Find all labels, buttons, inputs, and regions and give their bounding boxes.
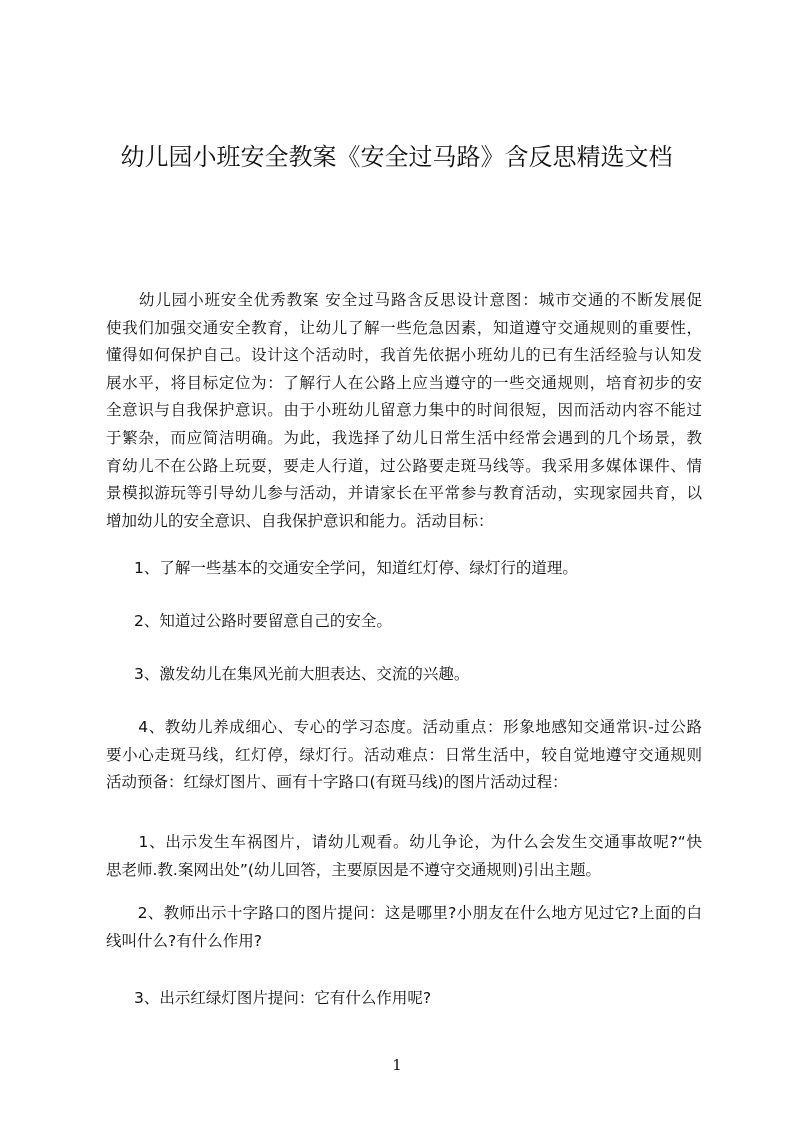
text-line: 使我们加强交通安全教育，让幼儿了解一些危急因素，知道遵守交通规则的重要性， (106, 318, 702, 337)
text-line: 4、教幼儿养成细心、专心的学习态度。活动重点：形象地感知交通常识-过公路 (106, 718, 702, 736)
paragraph-goal-2 (134, 608, 392, 636)
text-line: 展水平，将目标定位为：了解行人在公路上应当遵守的一些交通规则，培育初步的安 (106, 373, 702, 392)
paragraph-goal-4 (106, 714, 702, 797)
page-number: 1 (392, 1056, 402, 1074)
text-line: 2、教师出示十字路口的图片提问：这是哪里?小朋友在什么地方见过它?上面的白 (106, 904, 702, 922)
paragraph-goal-3 (134, 661, 469, 689)
text-line: 育幼儿不在公路上玩耍，要走人行道，过公路要走斑马线等。我采用多媒体课件、情 (106, 456, 702, 475)
text-line: 景模拟游玩等引导幼儿参与活动，并请家长在平常参与教育活动，实现家园共育，以 (106, 484, 702, 503)
paragraph-step-2 (106, 900, 702, 955)
paragraph-step-3 (134, 985, 431, 1013)
paragraph-design-intent (106, 287, 702, 535)
text-line: 要小心走斑马线，红灯停，绿灯行。活动难点：日常生活中，较自觉地遵守交通规则 (106, 745, 702, 764)
text-line: 活动预备：红绿灯图片、画有十字路口(有斑马线)的图片活动过程： (106, 773, 568, 792)
text-line: 2、知道过公路时要留意自己的安全。 (134, 612, 392, 630)
text-line: 1、出示发生车祸图片，请幼儿观看。幼儿争论，为什么会发生交通事故呢?“快 (106, 833, 702, 851)
text-line: 3、激发幼儿在集风光前大胆表达、交流的兴趣。 (134, 665, 470, 683)
text-line: 于繁杂，而应简洁明确。为此，我选择了幼儿日常生活中经常会遇到的几个场景，教 (106, 428, 702, 447)
text-line: 幼儿园小班安全优秀教案 安全过马路含反思设计意图：城市交通的不断发展促 (106, 291, 702, 309)
text-line: 增加幼儿的安全意识、自我保护意识和能力。活动目标： (106, 511, 494, 530)
paragraph-goal-1 (134, 555, 578, 583)
document-title: 幼儿园小班安全教案《安全过马路》含反思精选文档 (120, 143, 673, 171)
text-line: 懂得如何保护自己。设计这个活动时，我首先依据小班幼儿的已有生活经验与认知发 (106, 346, 702, 365)
text-line: 1、了解一些基本的交通安全学问，知道红灯停、绿灯行的道理。 (134, 559, 578, 577)
text-line: 3、出示红绿灯图片提问：它有什么作用呢? (134, 989, 432, 1007)
text-line: 思老师.教.案网出处”(幼儿回答，主要原因是不遵守交通规则)引出主题。 (106, 860, 601, 879)
paragraph-step-1 (106, 829, 702, 884)
text-line: 线叫什么?有什么作用? (106, 931, 262, 950)
text-line: 全意识与自我保护意识。由于小班幼儿留意力集中的时间很短，因而活动内容不能过 (106, 401, 702, 420)
